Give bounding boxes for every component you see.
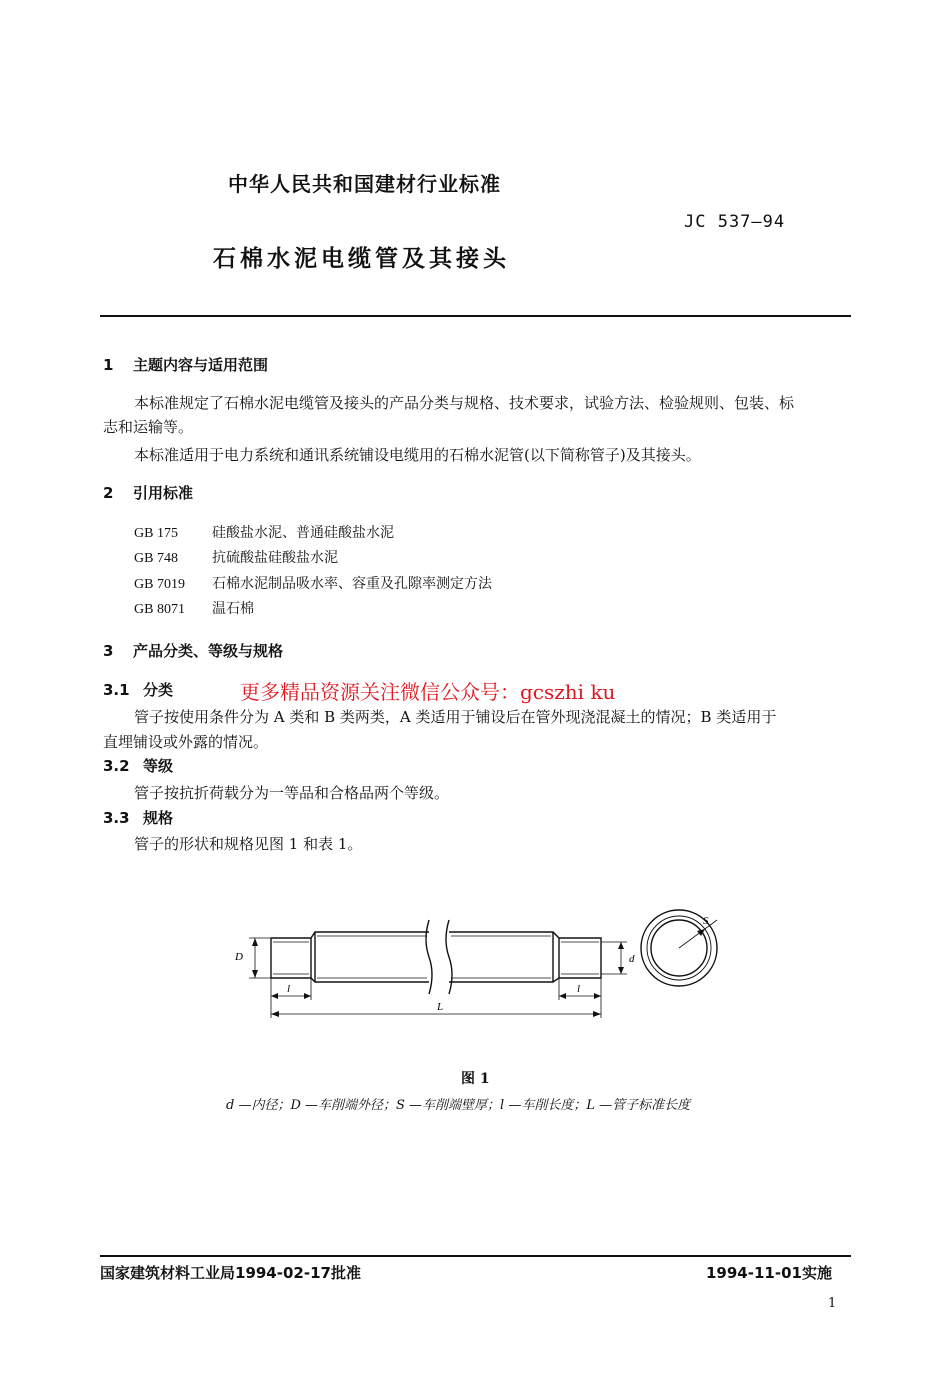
section-title: 等级 <box>143 757 174 775</box>
s32-text: 管子按抗折荷载分为一等品和合格品两个等级。 <box>134 784 450 802</box>
footer-rule <box>100 1255 851 1257</box>
section-3-2-heading <box>103 755 173 776</box>
arrowhead <box>618 967 624 974</box>
watermark-text: 更多精品资源关注微信公众号：gcszhi ku <box>240 680 616 704</box>
s33-text: 管子的形状和规格见图 1 和表 1。 <box>134 835 363 853</box>
section-3-3-heading <box>103 807 173 828</box>
section-title: 主题内容与适用范围 <box>133 356 269 374</box>
pipe-break-mark-left <box>426 920 432 994</box>
arrowhead <box>271 993 278 999</box>
section-1-heading <box>103 354 268 375</box>
reference-name: 温石棉 <box>212 601 254 617</box>
dim-label-l-left: l <box>287 983 291 995</box>
section-3-heading <box>103 640 283 661</box>
pipe-left-bottom-outline <box>271 938 429 982</box>
figure-caption: 图 1 <box>461 1071 490 1087</box>
reference-item <box>134 522 394 542</box>
end-view-wall-leader <box>679 920 717 948</box>
reference-item <box>134 547 338 567</box>
header-rule <box>100 315 851 317</box>
arrowhead <box>594 993 601 999</box>
reference-code: GB 7019 <box>134 577 185 592</box>
reference-item <box>134 598 254 618</box>
arrowhead <box>271 1011 279 1017</box>
document-title: 石棉水泥电缆管及其接头 <box>213 246 510 272</box>
s1-para1-line1: 本标准规定了石棉水泥电缆管及接头的产品分类与规格、技术要求，试验方法、检验规则、包装、标 <box>134 394 795 412</box>
page-number: 1 <box>828 1296 837 1311</box>
s1-para1-line2: 志和运输等。 <box>103 418 194 436</box>
section-title: 分类 <box>143 681 174 699</box>
section-number: 2 <box>103 484 114 502</box>
section-number: 3.1 <box>103 681 130 699</box>
figure-1-drawing <box>215 890 735 1050</box>
section-number: 3.2 <box>103 757 130 775</box>
approval-statement: 国家建筑材料工业局1994-02-17批准 <box>100 1264 361 1282</box>
reference-name: 石棉水泥制品吸水率、容重及孔隙率测定方法 <box>212 576 492 592</box>
reference-code: GB 175 <box>134 526 178 541</box>
reference-name: 硅酸盐水泥、普通硅酸盐水泥 <box>212 525 394 541</box>
effective-date: 1994-11-01实施 <box>706 1264 832 1282</box>
reference-code: GB 8071 <box>134 602 185 617</box>
section-number: 3 <box>103 642 114 660</box>
dim-label-l-right: l <box>577 983 581 995</box>
dim-label-d: d <box>629 953 635 965</box>
s31-line1: 管子按使用条件分为 A 类和 B 类两类，A 类适用于铺设后在管外现浇混凝土的情况；B 类适用于 <box>134 708 777 726</box>
section-title: 规格 <box>143 809 174 827</box>
arrowhead <box>618 942 624 949</box>
arrowhead <box>593 1011 601 1017</box>
reference-code: GB 748 <box>134 551 178 566</box>
arrowhead <box>559 993 566 999</box>
section-2-heading <box>103 482 193 503</box>
s31-line2: 直埋铺设或外露的情况。 <box>103 733 269 751</box>
s1-para2: 本标准适用于电力系统和通讯系统铺设电缆用的石棉水泥管(以下简称管子)及其接头。 <box>134 446 701 464</box>
section-title: 引用标准 <box>133 484 194 502</box>
section-3-1-heading <box>103 679 173 700</box>
dim-label-L: L <box>437 1001 444 1013</box>
dim-label-S: S <box>703 915 709 927</box>
section-title: 产品分类、等级与规格 <box>133 642 284 660</box>
reference-name: 抗硫酸盐硅酸盐水泥 <box>212 550 338 566</box>
arrowhead <box>252 938 258 946</box>
issuing-organization: 中华人民共和国建材行业标准 <box>228 172 501 196</box>
section-number: 1 <box>103 356 114 374</box>
standard-code: JC 537—94 <box>684 212 786 232</box>
reference-item <box>134 573 492 593</box>
section-number: 3.3 <box>103 809 130 827</box>
pipe-right-outline <box>449 932 601 982</box>
figure-legend: d —内径；D —车削端外径；S —车削端壁厚；l —车削长度；L —管子标准长度 <box>226 1098 691 1113</box>
arrowhead <box>252 970 258 978</box>
pipe-left-top-outline <box>271 932 429 938</box>
dim-label-D: D <box>235 951 243 963</box>
pipe-break-mark-right <box>446 920 452 994</box>
arrowhead <box>304 993 311 999</box>
